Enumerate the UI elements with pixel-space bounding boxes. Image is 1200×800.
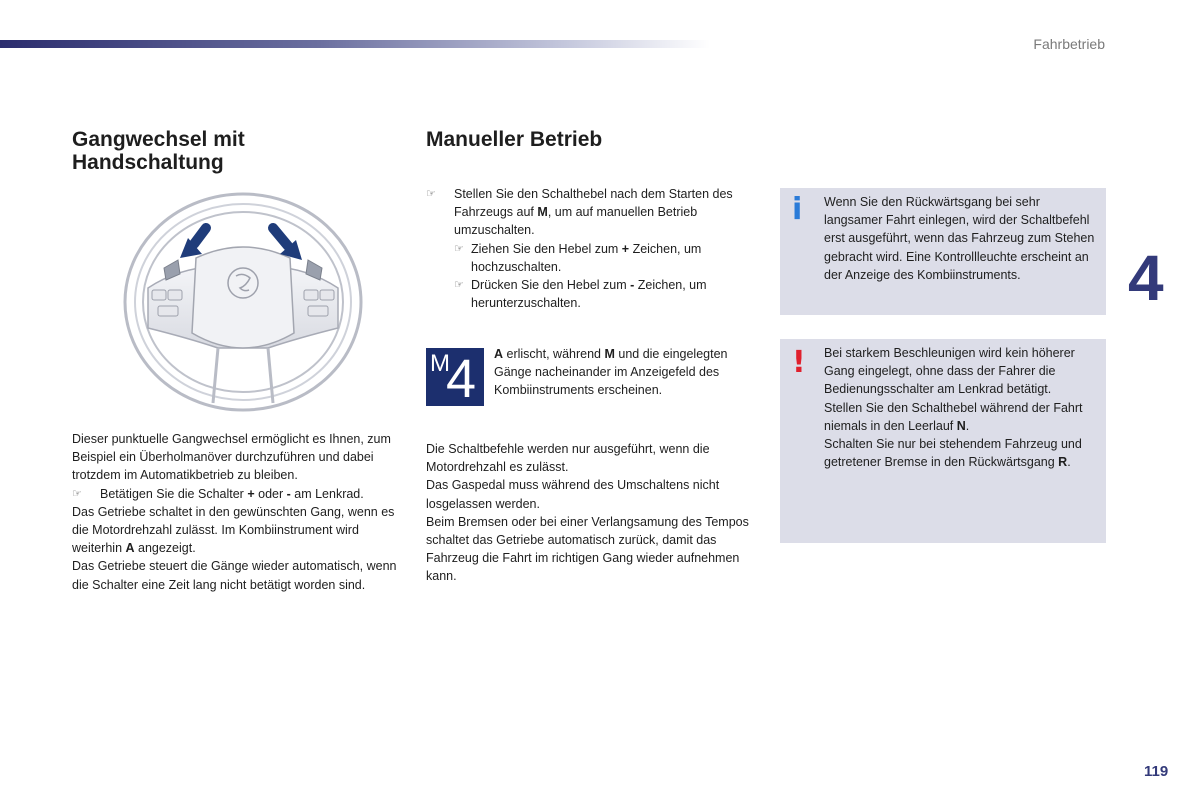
manual-shift-description [72, 430, 397, 594]
info-box [780, 188, 1106, 315]
text: Das Getriebe schaltet in den gewünschten Gang, wenn es die Motordrehzahl zulässt. Im Kombiinstrument wird weiterhin [72, 504, 395, 556]
steering-wheel-illustration [118, 188, 368, 416]
text: angezeigt. [134, 541, 196, 556]
bold-text: N [956, 418, 966, 433]
badge-gear-digit: 4 [446, 349, 477, 406]
bold-text: - [286, 486, 291, 501]
paragraph: Die Schaltbefehle werden nur ausgeführt, wenn die Motordrehzahl es zulässt. [426, 442, 710, 475]
bold-text: + [621, 241, 630, 256]
paragraph [824, 399, 1100, 435]
gear-display-badge [426, 348, 484, 406]
paragraph: Dieser punktuelle Gangwechsel ermöglicht es Ihnen, zum Beispiel ein Überholmanöver durchzuführen und dabei trotzdem im Automatikbetrieb zu bleiben. [72, 432, 391, 483]
text: Stellen Sie den Schalthebel nach dem Starten des Fahrzeugs auf [454, 187, 733, 220]
bold-text: M [604, 347, 615, 361]
arrow-left-icon [180, 228, 206, 258]
warning-icon: ! [792, 345, 806, 380]
paragraph: Das Getriebe steuert die Gänge wieder automatisch, wenn die Schalter eine Zeit lang nicht betätigt worden sind. [72, 559, 397, 592]
instruction-sub-bullet [426, 240, 756, 276]
text: , um auf manuellen Betrieb umzuschalten. [454, 205, 698, 238]
info-text: Wenn Sie den Rückwärtsgang bei sehr langsamer Fahrt einlegen, wird der Schaltbefehl erst ausgeführt, wenn das Fahrzeug zum Stehen gebracht wird. Eine Kontrollleuchte erscheint an der Anzeige des Kombiinstruments. [824, 195, 1095, 282]
text: Schalten Sie nur bei stehendem Fahrzeug und getretener Bremse in den Rückwärtsgang [824, 437, 1082, 470]
section-title-manual-mode: Manueller Betrieb [426, 128, 603, 151]
paragraph: Beim Bremsen oder bei einer Verlangsamung des Tempos schaltet das Getriebe automatisch zurück, damit das Fahrzeug die Fahrt im richtigen Gang wieder aufnehmen kann. [426, 514, 749, 584]
chapter-number: 4 [1128, 242, 1164, 314]
manual-mode-steps [426, 185, 756, 312]
page-number: 119 [1144, 763, 1169, 780]
paragraph [72, 503, 397, 558]
text: Zeichen, um herunterzuschalten. [471, 278, 707, 311]
manual-mode-notes [426, 440, 756, 586]
pointing-hand-icon: ☞ [72, 487, 82, 500]
text: Stellen Sie den Schalthebel während der Fahrt niemals in den Leerlauf [824, 400, 1083, 433]
gear-display-description [494, 345, 756, 400]
warning-box [780, 339, 1106, 543]
pointing-hand-icon: ☞ [454, 279, 464, 292]
paragraph [824, 435, 1100, 471]
text: Zeichen, um hochzuschalten. [471, 241, 702, 274]
text: Drücken Sie den Hebel zum [471, 278, 631, 293]
header-gradient-bar [0, 40, 710, 48]
section-title-manual-shift: Gangwechsel mit Handschaltung [72, 128, 245, 174]
text: am Lenkrad. [290, 486, 364, 501]
instruction-bullet [426, 185, 756, 240]
pointing-hand-icon: ☞ [426, 188, 436, 200]
badge-mode-letter: M [430, 350, 450, 377]
paragraph: Das Gaspedal muss während des Umschaltens nicht losgelassen werden. [426, 478, 720, 511]
text: und die eingelegten Gänge nacheinander im Anzeigefeld des Kombiinstruments erscheinen. [494, 347, 728, 398]
bold-text: + [247, 486, 255, 501]
bold-text: - [630, 278, 635, 293]
instruction-bullet [72, 485, 397, 503]
paragraph: Bei starkem Beschleunigen wird kein höherer Gang eingelegt, ohne dass der Fahrer die Bedienungsschalter am Lenkrad betätigt. [824, 346, 1075, 397]
bold-text: A [125, 541, 135, 556]
info-icon: i [792, 192, 803, 227]
section-label: Fahrbetrieb [1033, 36, 1105, 52]
text: oder [254, 486, 287, 501]
text: Betätigen Sie die Schalter [100, 486, 248, 501]
text: erlischt, während [503, 347, 605, 361]
bold-text: R [1058, 455, 1068, 470]
warning-text [824, 344, 1100, 471]
instruction-sub-bullet [426, 276, 756, 312]
text: Ziehen Sie den Hebel zum [471, 241, 622, 256]
bold-text: A [494, 347, 504, 361]
pointing-hand-icon: ☞ [454, 242, 464, 255]
bold-text: M [537, 205, 548, 220]
text: . [965, 418, 970, 433]
text: . [1067, 455, 1071, 470]
